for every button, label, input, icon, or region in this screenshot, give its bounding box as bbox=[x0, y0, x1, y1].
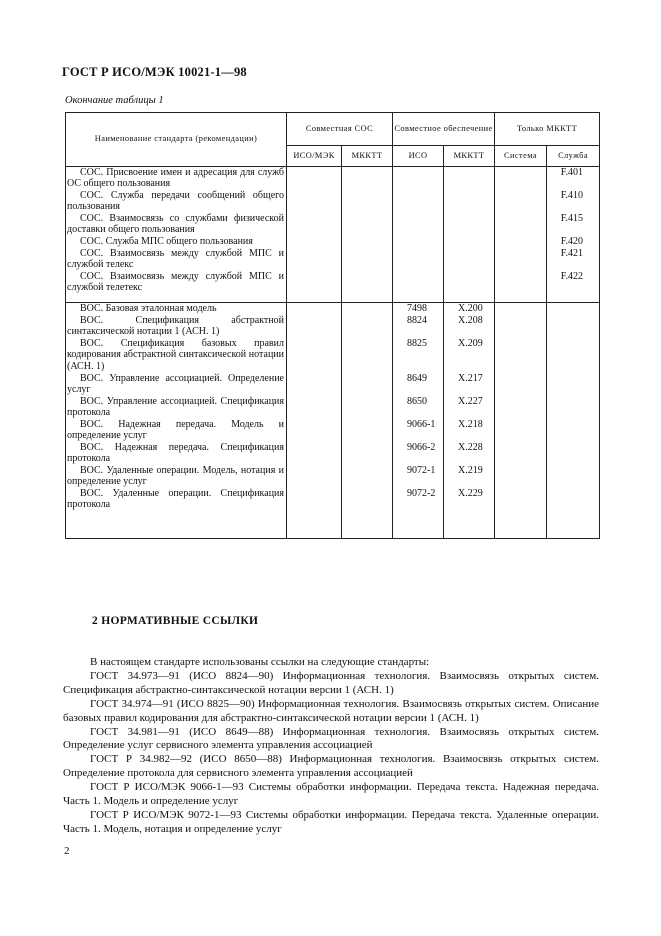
header-mkktt-2: МККТТ bbox=[444, 146, 495, 167]
service-code: F.401 bbox=[560, 167, 584, 178]
table-row-name: ВОС. Надежная передача. Модель и определение услуг bbox=[67, 419, 284, 442]
reference-item: ГОСТ 34.974—91 (ИСО 8825—90) Информационная технология. Взаимосвязь открытых систем. Описание базовых правил кодирования для абстрактно-синтаксической нотации версии 1 (АСН. 1) bbox=[63, 697, 599, 724]
table-row-name: ВОС. Надежная передача. Спецификация протокола bbox=[67, 442, 284, 465]
group-vos-mkktt bbox=[444, 303, 495, 539]
table-caption: Окончание таблицы 1 bbox=[65, 95, 164, 106]
reference-item: ГОСТ Р ИСО/МЭК 9066-1—93 Системы обработки информации. Передача текста. Надежная передача. Часть 1. Модель и определение услуг bbox=[63, 781, 599, 808]
iso-code: 9072-2 bbox=[407, 488, 436, 499]
reference-item: ГОСТ Р ИСО/МЭК 9072-1—93 Системы обработки информации. Передача текста. Удаленные операции. Часть 1. Модель, нотация и определение услуг bbox=[63, 808, 599, 835]
standards-table bbox=[65, 112, 600, 539]
table-row-name: ВОС. Спецификация базовых правил кодирования абстрактной синтаксической нотации (АСН. 1) bbox=[67, 338, 284, 372]
iso-code: 8649 bbox=[407, 373, 428, 384]
mkktt-code: X.200 bbox=[458, 303, 483, 314]
table-row-name: СОС. Присвоение имен и адресация для служб ОС общего пользования bbox=[67, 167, 284, 190]
iso-code: 9066-2 bbox=[407, 442, 436, 453]
document-header: ГОСТ Р ИСО/МЭК 10021-1—98 bbox=[62, 65, 247, 79]
mkktt-code: X.209 bbox=[458, 338, 483, 349]
iso-code: 8824 bbox=[407, 315, 428, 326]
reference-item: ГОСТ 34.981—91 (ИСО 8649—88) Информационная технология. Взаимосвязь открытых систем. Определение услуг сервисного элемента управления ассоциацией bbox=[63, 725, 599, 752]
header-mkktt: МККТТ bbox=[342, 146, 393, 167]
table-row-name: СОС. Взаимосвязь между службой МПС и службой телетекс bbox=[67, 271, 284, 294]
header-joint-soc: Совместная СОС bbox=[287, 113, 393, 146]
header-only-mkktt: Только МККТТ bbox=[495, 113, 600, 146]
header-joint-support: Совместное обеспечение bbox=[393, 113, 495, 146]
header-iso-mek: ИСО/МЭК bbox=[287, 146, 342, 167]
normative-references bbox=[63, 656, 599, 837]
group-vos-names bbox=[66, 303, 287, 539]
reference-item: ГОСТ Р 34.982—92 (ИСО 8650—88) Информационная технология. Взаимосвязь открытых систем. Определение протокола для сервисного элемента управления ассоциацией bbox=[63, 753, 599, 780]
mkktt-code: X.218 bbox=[458, 419, 483, 430]
service-code: F.421 bbox=[560, 248, 584, 259]
group-vos-iso bbox=[393, 303, 444, 539]
header-service: Служба bbox=[547, 146, 600, 167]
iso-code: 9066-1 bbox=[407, 419, 436, 430]
table-row-name: ВОС. Управление ассоциацией. Спецификация протокола bbox=[67, 396, 284, 419]
service-code: F.415 bbox=[560, 213, 584, 224]
table-row-name: ВОС. Базовая эталонная модель bbox=[80, 303, 217, 314]
table-row-name: ВОС. Удаленные операции. Модель, нотация и определение услуг bbox=[67, 465, 284, 488]
iso-code: 7498 bbox=[407, 303, 428, 314]
table-group-vos bbox=[66, 303, 600, 539]
header-iso: ИСО bbox=[393, 146, 444, 167]
paragraph-intro: В настоящем стандарте использованы ссылки на следующие стандарты: bbox=[90, 656, 430, 668]
group-soc-names bbox=[66, 167, 287, 303]
reference-item: ГОСТ 34.973—91 (ИСО 8824—90) Информационная технология. Взаимосвязь открытых систем. Спецификация абстрактно-синтаксической нотации версии 1 (АСН. 1) bbox=[63, 669, 599, 696]
page-number: 2 bbox=[64, 845, 70, 857]
mkktt-code: X.227 bbox=[458, 396, 483, 407]
table-group-soc bbox=[66, 167, 600, 303]
table-row-name: СОС. Взаимосвязь со службами физической доставки общего пользования bbox=[67, 213, 284, 236]
header-standard-name: Наименование стандарта (рекомендации) bbox=[66, 113, 287, 167]
table-row-name: ВОС. Удаленные операции. Спецификация протокола bbox=[67, 488, 284, 511]
table-row-name: СОС. Служба МПС общего пользования bbox=[80, 236, 253, 247]
header-system: Система bbox=[495, 146, 547, 167]
service-code: F.420 bbox=[560, 236, 584, 247]
mkktt-code: X.219 bbox=[458, 465, 483, 476]
service-code: F.410 bbox=[560, 190, 584, 201]
mkktt-code: X.208 bbox=[458, 315, 483, 326]
table-row-name: ВОС. Спецификация абстрактной синтаксической нотации 1 (АСН. 1) bbox=[67, 315, 284, 338]
table-row-name: СОС. Взаимосвязь между службой МПС и службой телекс bbox=[67, 248, 284, 271]
section-title: 2 НОРМАТИВНЫЕ ССЫЛКИ bbox=[92, 615, 259, 627]
table-row-name: ВОС. Управление ассоциацией. Определение услуг bbox=[67, 373, 284, 396]
table-row-name: СОС. Служба передачи сообщений общего пользования bbox=[67, 190, 284, 213]
mkktt-code: X.217 bbox=[458, 373, 483, 384]
mkktt-code: X.229 bbox=[458, 488, 483, 499]
iso-code: 8825 bbox=[407, 338, 428, 349]
service-code: F.422 bbox=[560, 271, 584, 282]
iso-code: 9072-1 bbox=[407, 465, 436, 476]
iso-code: 8650 bbox=[407, 396, 428, 407]
group-soc-services bbox=[547, 167, 600, 303]
mkktt-code: X.228 bbox=[458, 442, 483, 453]
